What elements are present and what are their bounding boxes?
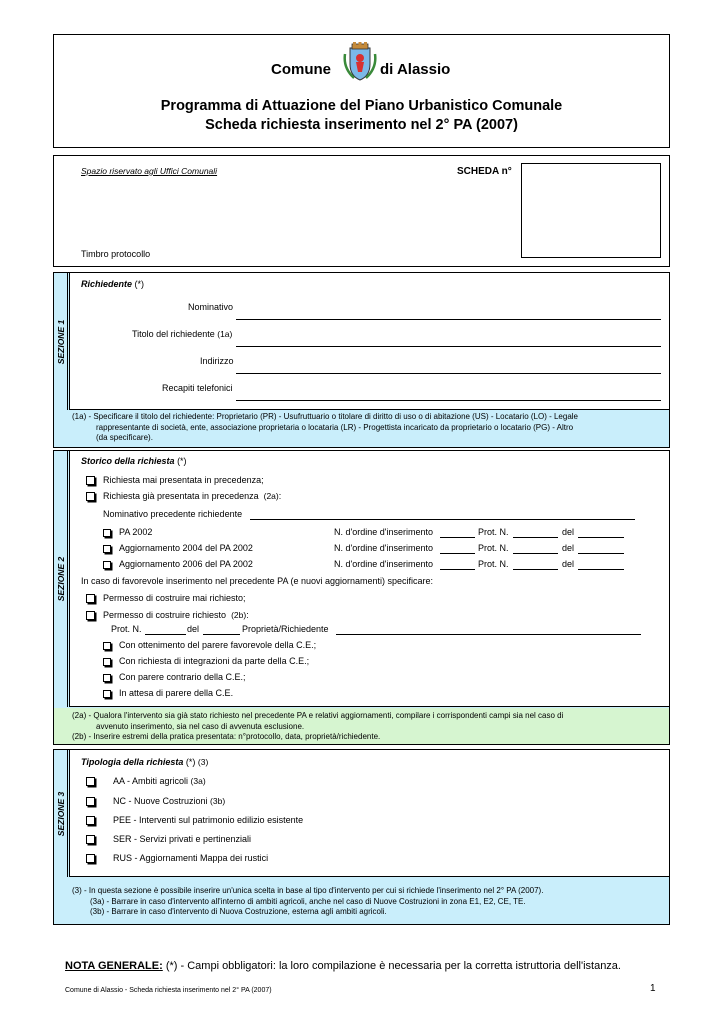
comune-left: Comune [271,61,331,78]
s3-option-rus[interactable]: RUS - Aggiornamenti Mappa dei rustici [86,853,268,863]
checkbox[interactable] [86,797,95,806]
title-line-1: Programma di Attuazione del Piano Urbanistico Comunale [160,98,563,114]
s2-propr-field[interactable] [336,634,641,635]
s2-perm-mai[interactable]: Permesso di costruire mai richiesto; [86,593,246,603]
section-1-label: SEZIONE 1 [54,273,68,410]
s1-nominativo-field[interactable] [236,319,661,320]
checkbox[interactable] [86,611,95,620]
s2-note: (2a) - Qualora l'intervento sia già stato richiesto nel precedente PA e relativi aggiornamenti, compilare i corrispondenti campi sia nel caso di avvenuto inserimento, sia nel caso di avvenuta esclusione. (2b) - Inserire estremi della pratica presentata: n°protocollo, data, proprietà/richiedente. [72,711,564,741]
s2-nord-field-1[interactable] [440,537,475,538]
s1-nominativo-label: Nominativo [188,302,234,312]
scheda-number-field[interactable] [521,163,661,258]
checkbox[interactable] [86,816,95,825]
timbro-label: Timbro protocollo [81,249,151,259]
s1-note: (1a) - Specificare il titolo del richiedente: Proprietario (PR) - Usufruttuario o titolare di diritto di uso o di abitazione (US) - Locatario (LO) - Legale rappresentante di società, ente, associazione proprietaria o locataria (LR) - Progettista incaricato da proprietario o locatario (PG) - Altro (da specificare). [72,412,578,442]
s2-del-label: del [187,624,200,634]
s2-agg2004[interactable]: Aggiornamento 2004 del PA 2002 [103,543,253,553]
s2-nord-3: N. d'ordine d'inserimento [334,559,433,569]
s2-prot-3: Prot. N. [478,559,509,569]
s1-recapiti-label: Recapiti telefonici [162,383,233,393]
s2-nord-field-3[interactable] [440,569,475,570]
s2-del-field-1[interactable] [578,537,624,538]
reserved-label: Spazio riservato agli Uffici Comunali [81,166,218,176]
s2-heading: Storico della richiesta (*) [81,456,187,466]
s2-ce-integrazioni[interactable]: Con richiesta di integrazioni da parte della C.E.; [103,656,309,666]
coat-of-arms-icon [342,42,378,82]
s2-pa2002[interactable]: PA 2002 [103,527,152,537]
checkbox[interactable] [86,476,95,485]
s1-recapiti-field[interactable] [236,400,661,401]
general-note: NOTA GENERALE: (*) - Campi obbligatori: la loro compilazione è necessaria per la corretta istruttoria dell'istanza. [65,960,621,972]
checkbox[interactable] [103,529,111,537]
s1-heading: Richiedente (*) [81,279,145,289]
s2-ce-contrario[interactable]: Con parere contrario della C.E.; [103,672,246,682]
s3-heading: Tipologia della richiesta (*) (3) [81,757,209,767]
checkbox[interactable] [103,674,111,682]
s2-prot-field-1[interactable] [513,537,558,538]
s2-del-3: del [562,559,575,569]
s2-ce-attesa[interactable]: In attesa di parere della C.E. [103,688,233,698]
s2-propr-label: Proprietà/Richiedente [242,624,329,634]
footer-doc-title: Comune di Alassio - Scheda richiesta inserimento nel 2° PA (2007) [65,987,272,994]
s2-perm-richiesto[interactable]: Permesso di costruire richiesto (2b): [86,610,249,620]
checkbox[interactable] [103,561,111,569]
checkbox[interactable] [103,690,111,698]
s2-nominativo-field[interactable] [250,519,635,520]
s2-prot-field-2[interactable] [513,553,558,554]
s1-titolo-field[interactable] [236,346,661,347]
s2-option-gia[interactable]: Richiesta già presentata in precedenza (2a): [86,491,281,501]
s2-ce-favorevole[interactable]: Con ottenimento del parere favorevole della C.E.; [103,640,316,650]
s2-agg2006[interactable]: Aggiornamento 2006 del PA 2002 [103,559,253,569]
s2-del-field-2[interactable] [578,553,624,554]
page-number: 1 [650,983,656,994]
s2-nominativo-label: Nominativo precedente richiedente [103,509,243,519]
s1-titolo-label: Titolo del richiedente (1a) [132,329,233,339]
s1-indirizzo-field[interactable] [236,373,661,374]
s2-del-field[interactable] [203,634,240,635]
checkbox[interactable] [86,594,95,603]
title-line-2: Scheda richiesta inserimento nel 2° PA (2007) [205,117,518,133]
s2-caso-label: In caso di favorevole inserimento nel precedente PA (e nuovi aggiornamenti) specificare: [81,576,434,586]
s2-nord-2: N. d'ordine d'inserimento [334,543,433,553]
checkbox[interactable] [103,642,111,650]
checkbox[interactable] [86,835,95,844]
section-2-label: SEZIONE 2 [54,451,68,707]
checkbox[interactable] [103,545,111,553]
s3-option-ser[interactable]: SER - Servizi privati e pertinenziali [86,834,251,844]
s2-option-mai[interactable]: Richiesta mai presentata in precedenza; [86,475,264,485]
s2-del-field-3[interactable] [578,569,624,570]
s2-prot-1: Prot. N. [478,527,509,537]
s2-prot-field[interactable] [145,634,186,635]
checkbox[interactable] [103,658,111,666]
s2-nord-1: N. d'ordine d'inserimento [334,527,433,537]
s3-note: (3) - In questa sezione è possibile inserire un'unica scelta in base al tipo d'intervento per cui si richiede l'inserimento nel 2° PA (2007). (3a) - Barrare in caso d'intervento all'interno di ambiti agricoli, anche nel caso di Nuove Costruzioni in zona E1, E2, CE, TE. (3b) - Barrare in caso d'intervento di Nuova Costruzione, esterna agli ambiti agricoli. [72,886,544,916]
s2-prot-2: Prot. N. [478,543,509,553]
s2-nord-field-2[interactable] [440,553,475,554]
s2-del-2: del [562,543,575,553]
checkbox[interactable] [86,777,95,786]
section-3-label: SEZIONE 3 [54,750,68,877]
s2-prot-field-3[interactable] [513,569,558,570]
checkbox[interactable] [86,854,95,863]
s3-option-nc[interactable]: NC - Nuove Costruzioni (3b) [86,796,225,806]
s2-del-1: del [562,527,575,537]
checkbox[interactable] [86,492,95,501]
section-1-content [69,273,669,410]
scheda-label: SCHEDA n° [457,166,512,177]
s1-indirizzo-label: Indirizzo [200,356,234,366]
s2-prot-label: Prot. N. [111,624,142,634]
s3-option-aa[interactable]: AA - Ambiti agricoli (3a) [86,776,206,786]
s3-option-pee[interactable]: PEE - Interventi sul patrimonio edilizio esistente [86,815,303,825]
comune-right: di Alassio [380,61,451,78]
